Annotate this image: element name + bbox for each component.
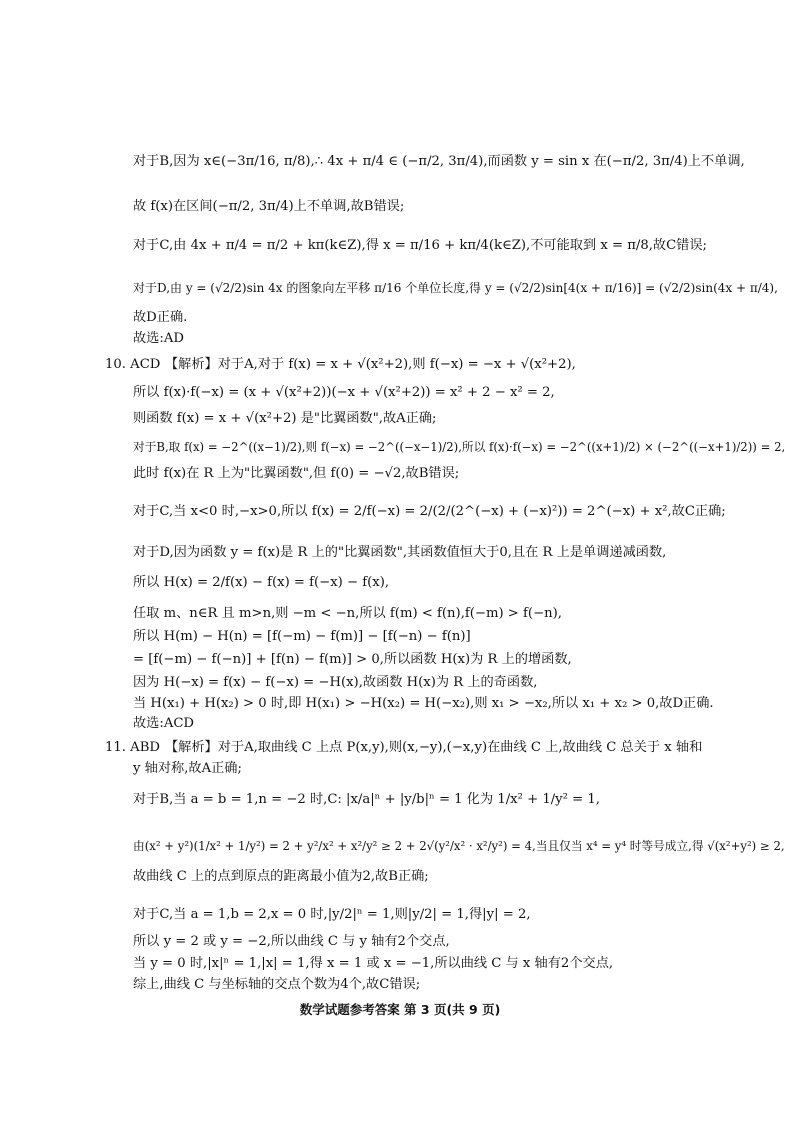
text-line: 故曲线 C 上的点到原点的距离最小值为2,故B正确;: [133, 869, 429, 884]
text-line: 对于C,由 4x + π/4 = π/2 + kπ(k∈Z),得 x = π/16 + kπ/4(k∈Z),不可能取到 x = π/8,故C错误;: [133, 238, 708, 253]
text-line: 故 f(x)在区间(−π/2, 3π/4)上不单调,故B错误;: [133, 199, 405, 214]
text-line: 则函数 f(x) = x + √(x²+2) 是"比翼函数",故A正确;: [133, 411, 437, 426]
text-line: 综上,曲线 C 与坐标轴的交点个数为4个,故C错误;: [133, 977, 421, 992]
text-line: 当 y = 0 时,|x|ⁿ = 1,|x| = 1,得 x = 1 或 x = −1,所以曲线 C 与 x 轴有2个交点,: [133, 956, 614, 971]
text-line: 对于B,当 a = b = 1,n = −2 时,C: |x/a|ⁿ + |y/b|ⁿ = 1 化为 1/x² + 1/y² = 1,: [133, 792, 600, 807]
text-line: 【解析】对于A,对于 f(x) = x + √(x²+2),则 f(−x) = −x + √(x²+2),: [165, 357, 576, 372]
text-line: 故选:AD: [133, 331, 184, 346]
text-line: 所以 y = 2 或 y = −2,所以曲线 C 与 y 轴有2个交点,: [133, 934, 450, 949]
question-10-label: 10. ACD: [105, 357, 161, 372]
text-line: 对于D,因为函数 y = f(x)是 R 上的"比翼函数",其函数值恒大于0,且在 R 上是单调递减函数,: [133, 545, 667, 560]
text-line: 当 H(x₁) + H(x₂) > 0 时,即 H(x₁) > −H(x₂) = H(−x₂),则 x₁ > −x₂,所以 x₁ + x₂ > 0,故D正确.: [133, 696, 714, 711]
text-line: 对于C,当 a = 1,b = 2,x = 0 时,|y/2|ⁿ = 1,则|y/2| = 1,得|y| = 2,: [133, 907, 531, 922]
text-line: = [f(−m) − f(−n)] + [f(n) − f(m)] > 0,所以函数 H(x)为 R 上的增函数,: [133, 652, 572, 667]
text-line: 对于C,当 x<0 时,−x>0,所以 f(x) = 2/f(−x) = 2/(2/(2^(−x) + (−x)²)) = 2^(−x) + x²,故C正确;: [133, 504, 726, 519]
text-line: 所以 f(x)·f(−x) = (x + √(x²+2))(−x + √(x²+2)) = x² + 2 − x² = 2,: [133, 385, 555, 400]
text-line: 因为 H(−x) = f(x) − f(−x) = −H(x),故函数 H(x)为 R 上的奇函数,: [133, 675, 538, 690]
text-line: 对于B,因为 x∈(−3π/16, π/8),∴ 4x + π/4 ∈ (−π/2, 3π/4),而函数 y = sin x 在(−π/2, 3π/4)上不单调,: [133, 154, 745, 169]
text-line: 所以 H(m) − H(n) = [f(−m) − f(m)] − [f(−n) − f(n)]: [133, 629, 471, 644]
text-line: 所以 H(x) = 2/f(x) − f(x) = f(−x) − f(x),: [133, 575, 390, 590]
text-line: 任取 m、n∈R 且 m>n,则 −m < −n,所以 f(m) < f(n),f(−m) > f(−n),: [133, 606, 562, 621]
question-11-label: 11. ABD: [105, 740, 160, 755]
text-line: 对于B,取 f(x) = −2^((x−1)/2),则 f(−x) = −2^((−x−1)/2),所以 f(x)·f(−x) = −2^((x+1)/2) × (−2^((−x+1)/2)) = 2,: [133, 440, 786, 454]
text-line: 此时 f(x)在 R 上为"比翼函数",但 f(0) = −√2,故B错误;: [133, 466, 460, 481]
text-line: 故选:ACD: [133, 716, 195, 731]
text-line: y 轴对称,故A正确;: [133, 761, 242, 776]
text-line: 故D正确.: [133, 310, 188, 325]
text-line: 对于D,由 y = (√2/2)sin 4x 的图象向左平移 π/16 个单位长度,得 y = (√2/2)sin[4(x + π/16)] = (√2/2)sin(4x + π/4),: [133, 281, 778, 295]
page-footer: 数学试题参考答案 第 3 页(共 9 页): [299, 1002, 501, 1017]
text-line: 【解析】对于A,取曲线 C 上点 P(x,y),则(x,−y),(−x,y)在曲线 C 上,故曲线 C 总关于 x 轴和: [165, 740, 703, 755]
text-line: 由(x² + y²)(1/x² + 1/y²) = 2 + y²/x² + x²/y² ≥ 2 + 2√(y²/x² · x²/y²) = 4,当且仅当 x⁴ = y⁴ 时等号成立,得 √(x²+y²) ≥ 2,: [133, 839, 785, 853]
